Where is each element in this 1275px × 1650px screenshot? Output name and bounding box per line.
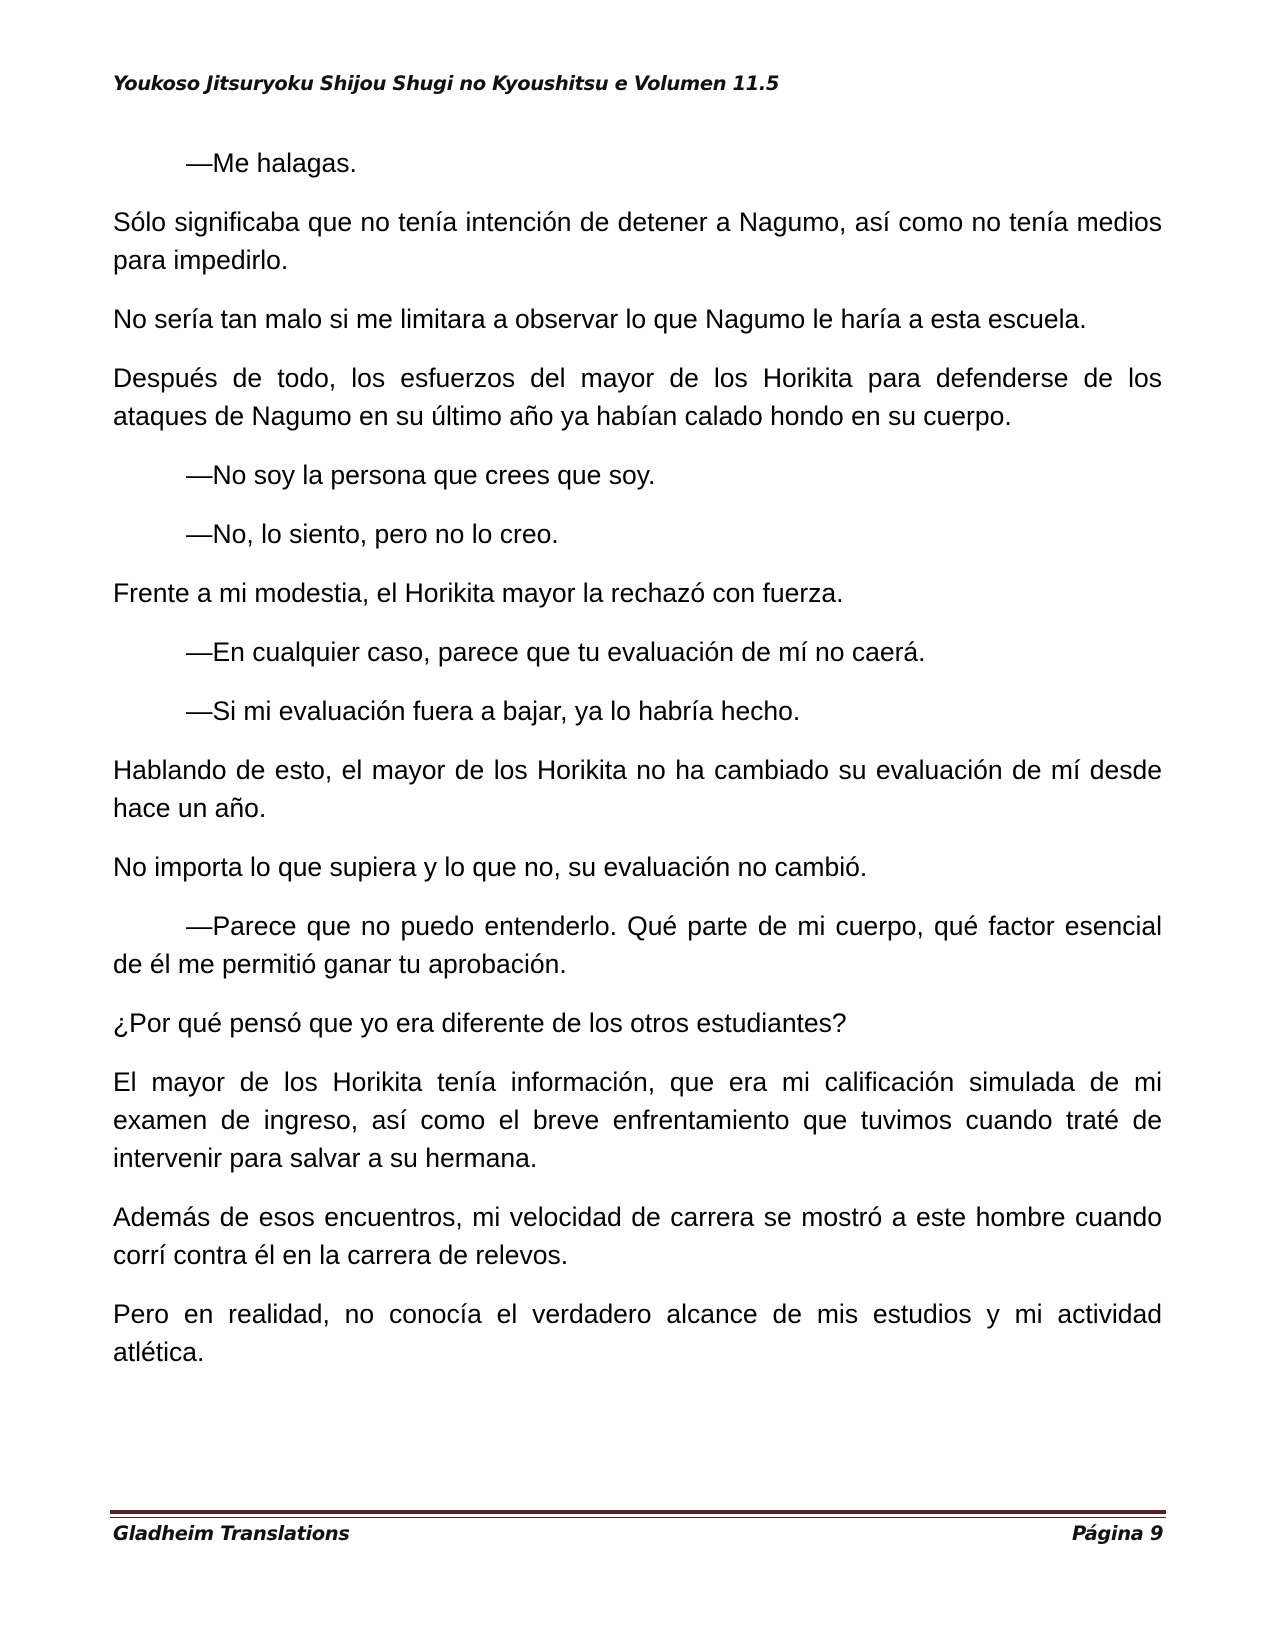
paragraph: —En cualquier caso, parece que tu evaluación de mí no caerá.	[186, 637, 926, 667]
footer-divider-thin	[110, 1517, 1166, 1518]
paragraph: Además de esos encuentros, mi velocidad de carrera se mostró a este hombre cuando corrí contra él en la carrera de relevos.	[113, 1202, 1162, 1270]
paragraph: ¿Por qué pensó que yo era diferente de los otros estudiantes?	[113, 1008, 847, 1038]
page-number: Página 9	[1071, 1522, 1163, 1545]
paragraph: Hablando de esto, el mayor de los Horikita no ha cambiado su evaluación de mí desde hace un año.	[113, 755, 1162, 823]
paragraph: Sólo significaba que no tenía intención de detener a Nagumo, así como no tenía medios para impedirlo.	[113, 207, 1162, 275]
page-body	[113, 144, 1162, 1392]
paragraph: Frente a mi modestia, el Horikita mayor la rechazó con fuerza.	[113, 578, 844, 608]
footer-credit: Gladheim Translations	[113, 1522, 350, 1545]
paragraph: —No soy la persona que crees que soy.	[186, 460, 656, 490]
page-footer	[113, 1522, 1163, 1545]
paragraph: —Si mi evaluación fuera a bajar, ya lo habría hecho.	[186, 696, 801, 726]
paragraph: —Parece que no puedo entenderlo. Qué parte de mi cuerpo, qué factor esencial de él me permitió ganar tu aprobación.	[113, 911, 1162, 979]
paragraph: No importa lo que supiera y lo que no, su evaluación no cambió.	[113, 852, 868, 882]
paragraph: Después de todo, los esfuerzos del mayor de los Horikita para defenderse de los ataques de Nagumo en su último año ya habían calado hondo en su cuerpo.	[113, 363, 1162, 431]
paragraph: —Me halagas.	[186, 148, 357, 178]
page-header-title: Youkoso Jitsuryoku Shijou Shugi no Kyoushitsu e Volumen 11.5	[113, 72, 780, 95]
paragraph: El mayor de los Horikita tenía información, que era mi calificación simulada de mi examen de ingreso, así como el breve enfrentamiento que tuvimos cuando traté de intervenir para salvar a su hermana.	[113, 1067, 1162, 1173]
footer-divider	[110, 1510, 1166, 1514]
paragraph: Pero en realidad, no conocía el verdadero alcance de mis estudios y mi actividad atlética.	[113, 1299, 1162, 1367]
paragraph: No sería tan malo si me limitara a observar lo que Nagumo le haría a esta escuela.	[113, 304, 1087, 334]
paragraph: —No, lo siento, pero no lo creo.	[186, 519, 559, 549]
